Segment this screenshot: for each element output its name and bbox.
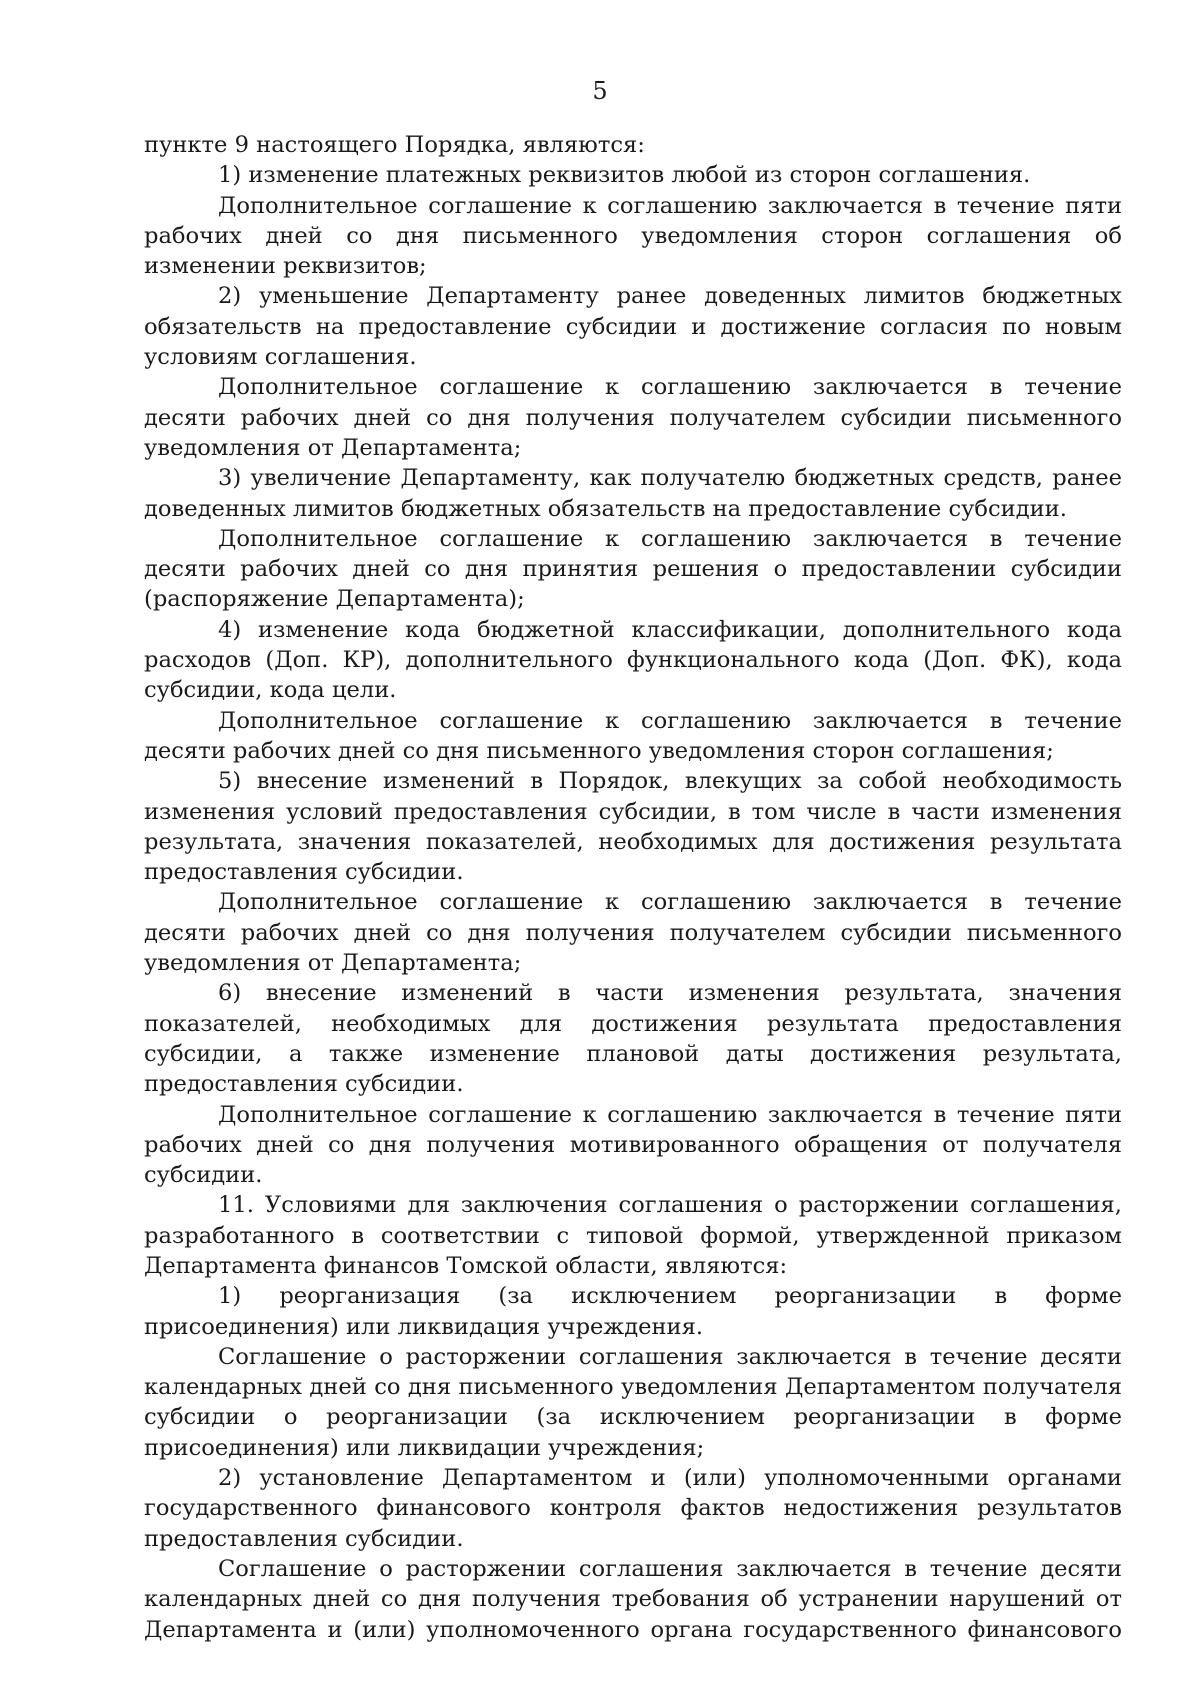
paragraph: 11. Условиями для заключения соглашения о расторжении соглашения, разработанного в соответствии с типовой формой, утвержденной приказом Департамента финансов Томской области, являются: [144, 1192, 1122, 1279]
page-number: 5 [592, 77, 608, 105]
paragraph: Дополнительное соглашение к соглашению заключается в течение десяти рабочих дней со дня получения получателем субсидии письменного уведомления от Департамента; [144, 374, 1122, 461]
paragraph: 6) внесение изменений в части изменения результата, значения показателей, необходимых для достижения результата предоставления субсидии, а также изменение плановой даты достижения результата, предоставления субсидии. [144, 980, 1122, 1098]
paragraph: 2) уменьшение Департаменту ранее доведенных лимитов бюджетных обязательств на предоставление субсидии и достижение согласия по новым условиям соглашения. [144, 283, 1122, 371]
paragraph: пункте 9 настоящего Порядка, являются: [144, 132, 645, 158]
paragraph: Дополнительное соглашение к соглашению заключается в течение десяти рабочих дней со дня письменного уведомления сторон соглашения; [144, 707, 1122, 764]
paragraph: Соглашение о расторжении соглашения заключается в течение десяти календарных дней со дня письменного уведомления Департаментом получателя субсидии о реорганизации (за исключением реорганизации в форме присоединения) или ликвидации учреждения; [144, 1343, 1122, 1461]
paragraph: 3) увеличение Департаменту, как получателю бюджетных средств, ранее доведенных лимитов бюджетных обязательств на предоставление субсидии. [144, 465, 1122, 522]
paragraph: Дополнительное соглашение к соглашению заключается в течение десяти рабочих дней со дня принятия решения о предоставлении субсидии (распоряжение Департамента); [144, 525, 1122, 613]
paragraph: Соглашение о расторжении соглашения заключается в течение десяти календарных дней со дня получения требования об устранении нарушений от Департамента и (или) уполномоченного органа государственного финансового [144, 1555, 1122, 1643]
paragraph: 4) изменение кода бюджетной классификации, дополнительного кода расходов (Доп. КР), дополнительного функционального кода (Доп. ФК), кода субсидии, кода цели. [144, 616, 1122, 704]
paragraph: 1) реорганизация (за исключением реорганизации в форме присоединения) или ликвидация учреждения. [144, 1283, 1122, 1340]
paragraph: 1) изменение платежных реквизитов любой из сторон соглашения. [218, 162, 1031, 189]
document-body [144, 130, 1122, 1645]
paragraph: 5) внесение изменений в Порядок, влекущих за собой необходимость изменения условий предоставления субсидии, в том числе в части изменения результата, значения показателей, необходимых для достижения результата предоставления субсидии. [144, 768, 1122, 886]
paragraph: 2) установление Департаментом и (или) уполномоченными органами государственного финансового контроля фактов недостижения результатов предоставления субсидии. [144, 1465, 1122, 1552]
paragraph: Дополнительное соглашение к соглашению заключается в течение пяти рабочих дней со дня получения мотивированного обращения от получателя субсидии. [144, 1101, 1122, 1189]
paragraph: Дополнительное соглашение к соглашению заключается в течение десяти рабочих дней со дня получения получателем субсидии письменного уведомления от Департамента; [144, 889, 1122, 977]
paragraph: Дополнительное соглашение к соглашению заключается в течение пяти рабочих дней со дня письменного уведомления сторон соглашения об изменении реквизитов; [144, 192, 1122, 280]
